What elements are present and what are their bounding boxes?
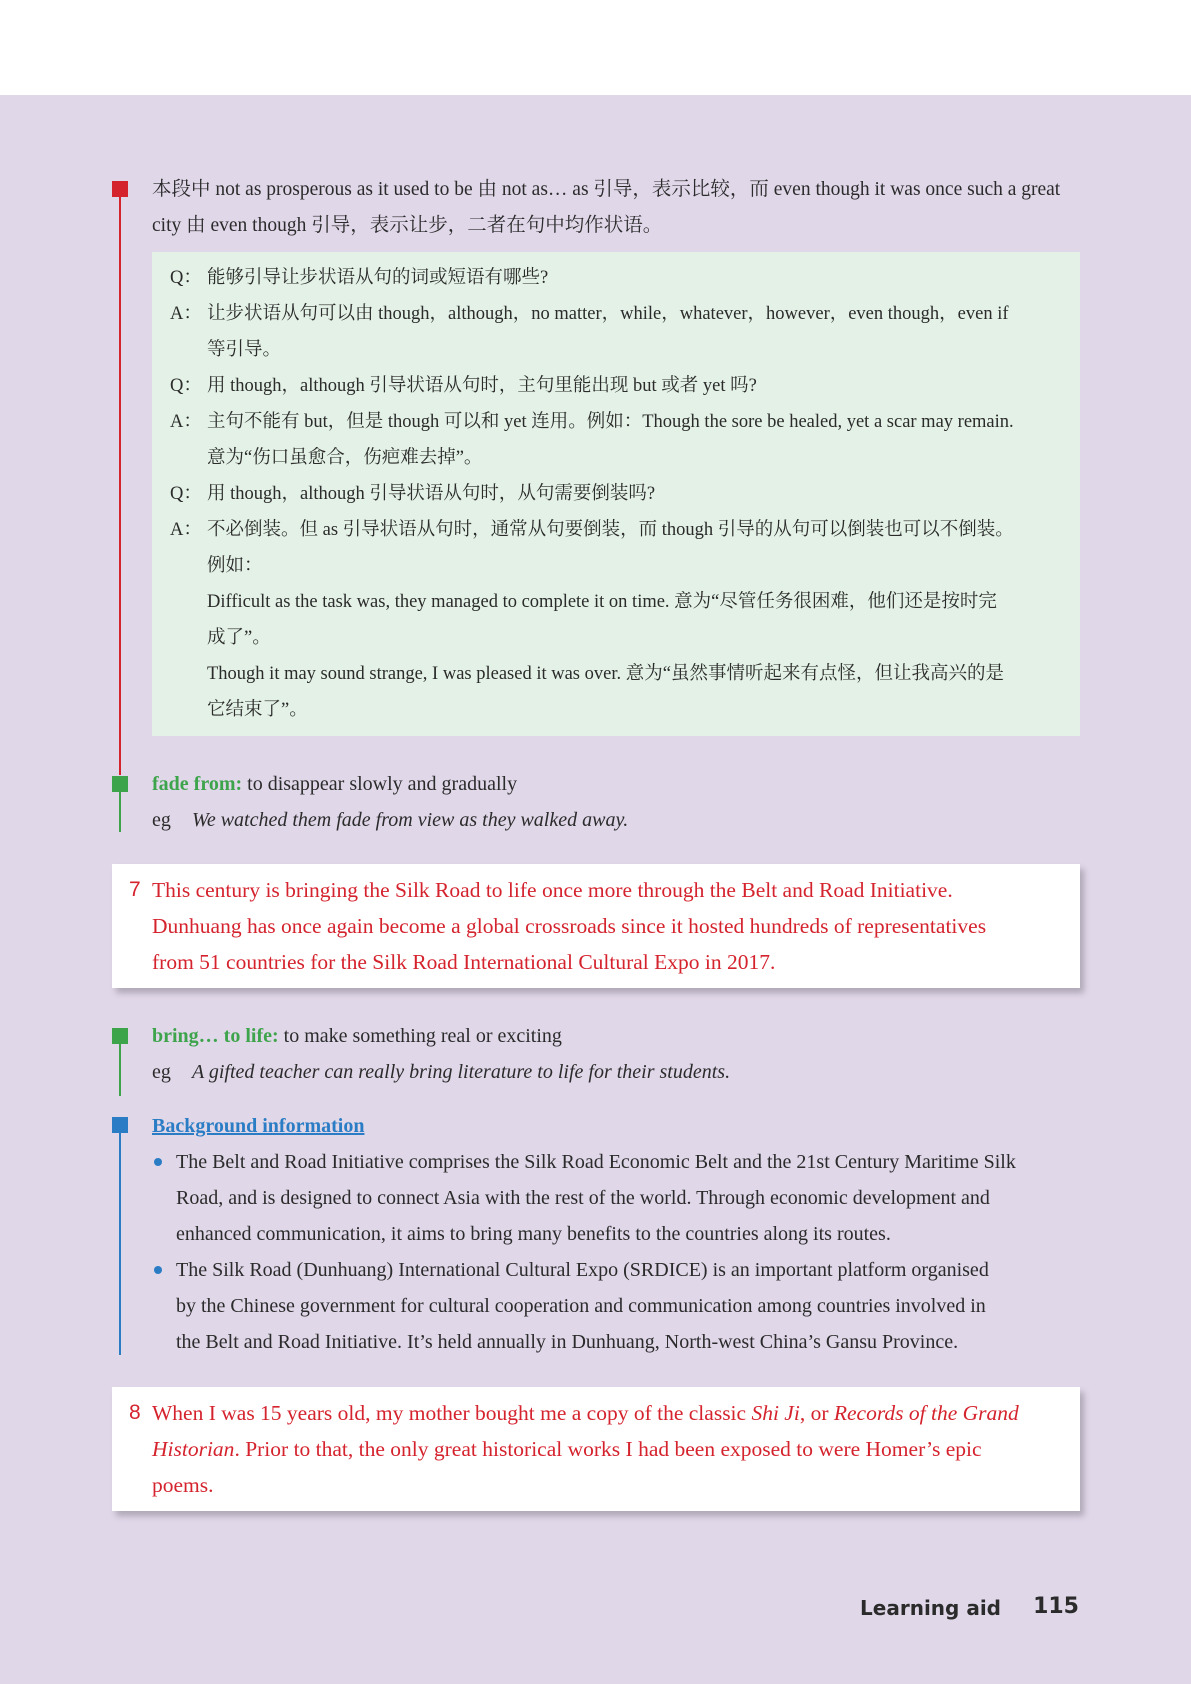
qa-question — [170, 260, 548, 296]
sentence-fragment: , or — [799, 1401, 834, 1425]
sentence-number: 7 — [129, 878, 141, 901]
bullet-line: by the Chinese government for cultural cooperation and communication among countries involved in — [176, 1295, 986, 1317]
green-section-marker — [112, 1028, 128, 1044]
vocab-bring-to-life — [152, 1018, 1082, 1090]
vocab-definition-line — [152, 1018, 1082, 1054]
background-title-row — [152, 1108, 1082, 1144]
sentence-line — [152, 1395, 1052, 1431]
sentence-text — [152, 872, 1052, 980]
qa-text: Though it may sound strange, I was pleased it was over. 意为“虽然事情听起来有点怪，但让我高兴的是 — [207, 664, 1004, 684]
bullet-text — [176, 1252, 1082, 1360]
qa-text: 例如： — [207, 556, 263, 576]
qa-label: Q： — [170, 376, 202, 396]
background-title: Background information — [152, 1115, 365, 1137]
qa-answer — [170, 404, 1014, 440]
qa-text: 用 though，although 引导状语从句时，从句需要倒装吗? — [207, 484, 656, 504]
sentence-number: 8 — [129, 1401, 141, 1424]
bullet-dot — [154, 1158, 162, 1166]
qa-label: Q： — [170, 484, 202, 504]
grammar-note-line: 本段中 not as prosperous as it used to be 由 not as… as 引导，表示比较，而 even though it was once such a great — [152, 179, 1061, 200]
eg-label: eg — [152, 1061, 171, 1083]
vocab-term: bring… to life: — [152, 1025, 279, 1047]
page-header-band — [0, 0, 1191, 95]
sentence-line — [152, 1431, 1052, 1467]
bullet-text — [176, 1144, 1082, 1252]
bullet-dot — [154, 1266, 162, 1274]
qa-answer — [170, 512, 1014, 548]
red-section-marker — [112, 181, 128, 197]
vocab-definition: to make something real or exciting — [278, 1025, 562, 1047]
sentence-8-box — [112, 1387, 1080, 1511]
eg-label: eg — [152, 809, 171, 831]
vocab-example: We watched them fade from view as they walked away. — [192, 809, 629, 831]
blue-section-marker — [112, 1117, 128, 1133]
qa-text: 成了”。 — [207, 628, 271, 648]
footer-section-label: Learning aid — [860, 1596, 1001, 1620]
grammar-note — [152, 172, 1082, 244]
background-bullet — [152, 1144, 1082, 1252]
vocab-example: A gifted teacher can really bring literature to life for their students. — [192, 1061, 731, 1083]
qa-text: Difficult as the task was, they managed to complete it on time. 意为“尽管任务很困难，他们还是按时完 — [207, 592, 997, 612]
qa-label: A： — [170, 520, 202, 540]
qa-label: A： — [170, 304, 202, 324]
bullet-line: enhanced communication, it aims to bring many benefits to the countries along its routes. — [176, 1223, 891, 1245]
blue-section-line — [119, 1133, 121, 1355]
green-section-line — [119, 792, 121, 832]
vocab-definition-line — [152, 766, 1082, 802]
vocab-example-line — [152, 1054, 1082, 1090]
qa-text: 用 though，although 引导状语从句时，主句里能出现 but 或者 yet 吗? — [207, 376, 757, 396]
qa-text: 主句不能有 but，但是 though 可以和 yet 连用。例如：Though the sore be healed, yet a scar may remain. — [207, 412, 1014, 432]
qa-text: 不必倒装。但 as 引导状语从句时，通常从句要倒装，而 though 引导的从句可以倒装也可以不倒装。 — [207, 520, 1014, 540]
qa-text: 等引导。 — [207, 340, 282, 360]
grammar-note-line: city 由 even though 引导，表示让步，二者在句中均作状语。 — [152, 215, 663, 236]
qa-box — [152, 252, 1080, 736]
vocab-fade-from — [152, 766, 1082, 838]
qa-text: 它结束了”。 — [207, 700, 308, 720]
book-title: Shi Ji — [751, 1401, 800, 1425]
sentence-line: poems. — [152, 1473, 214, 1497]
book-title: Records of the Grand — [833, 1401, 1019, 1425]
green-section-marker — [112, 776, 128, 792]
bullet-line: Road, and is designed to connect Asia with the rest of the world. Through economic development and — [176, 1187, 990, 1209]
qa-label: Q： — [170, 268, 202, 288]
sentence-line: Dunhuang has once again become a global crossroads since it hosted hundreds of representatives — [152, 914, 987, 938]
bullet-line: The Belt and Road Initiative comprises the Silk Road Economic Belt and the 21st Century Maritime Silk — [176, 1151, 1016, 1173]
red-section-line — [119, 197, 121, 775]
sentence-line: from 51 countries for the Silk Road International Cultural Expo in 2017. — [152, 950, 776, 974]
vocab-term: fade from: — [152, 773, 243, 795]
vocab-example-line — [152, 802, 1082, 838]
qa-question — [170, 368, 757, 404]
qa-text: 能够引导让步状语从句的词或短语有哪些? — [207, 268, 549, 288]
green-section-line — [119, 1044, 121, 1096]
bullet-line: The Silk Road (Dunhuang) International Cultural Expo (SRDICE) is an important platform organised — [176, 1259, 989, 1281]
sentence-line: This century is bringing the Silk Road to life once more through the Belt and Road Initiative. — [152, 878, 953, 902]
sentence-text — [152, 1395, 1052, 1503]
qa-answer — [170, 296, 1009, 332]
background-bullet — [152, 1252, 1082, 1360]
bullet-line: the Belt and Road Initiative. It’s held annually in Dunhuang, North-west China’s Gansu Province. — [176, 1331, 959, 1353]
sentence-7-box — [112, 864, 1080, 988]
book-title: Historian — [152, 1437, 235, 1461]
sentence-fragment: When I was 15 years old, my mother bought me a copy of the classic — [152, 1401, 752, 1425]
qa-question — [170, 476, 655, 512]
page-number: 115 — [1033, 1594, 1079, 1619]
qa-label: A： — [170, 412, 202, 432]
vocab-definition: to disappear slowly and gradually — [242, 773, 518, 795]
qa-text: 意为“伤口虽愈合，伤疤难去掉”。 — [207, 448, 483, 468]
sentence-fragment: . Prior to that, the only great historical works I had been exposed to were Homer’s epic — [234, 1437, 982, 1461]
qa-text: 让步状语从句可以由 though，although，no matter，while，whatever，however，even though，even if — [207, 304, 1009, 324]
